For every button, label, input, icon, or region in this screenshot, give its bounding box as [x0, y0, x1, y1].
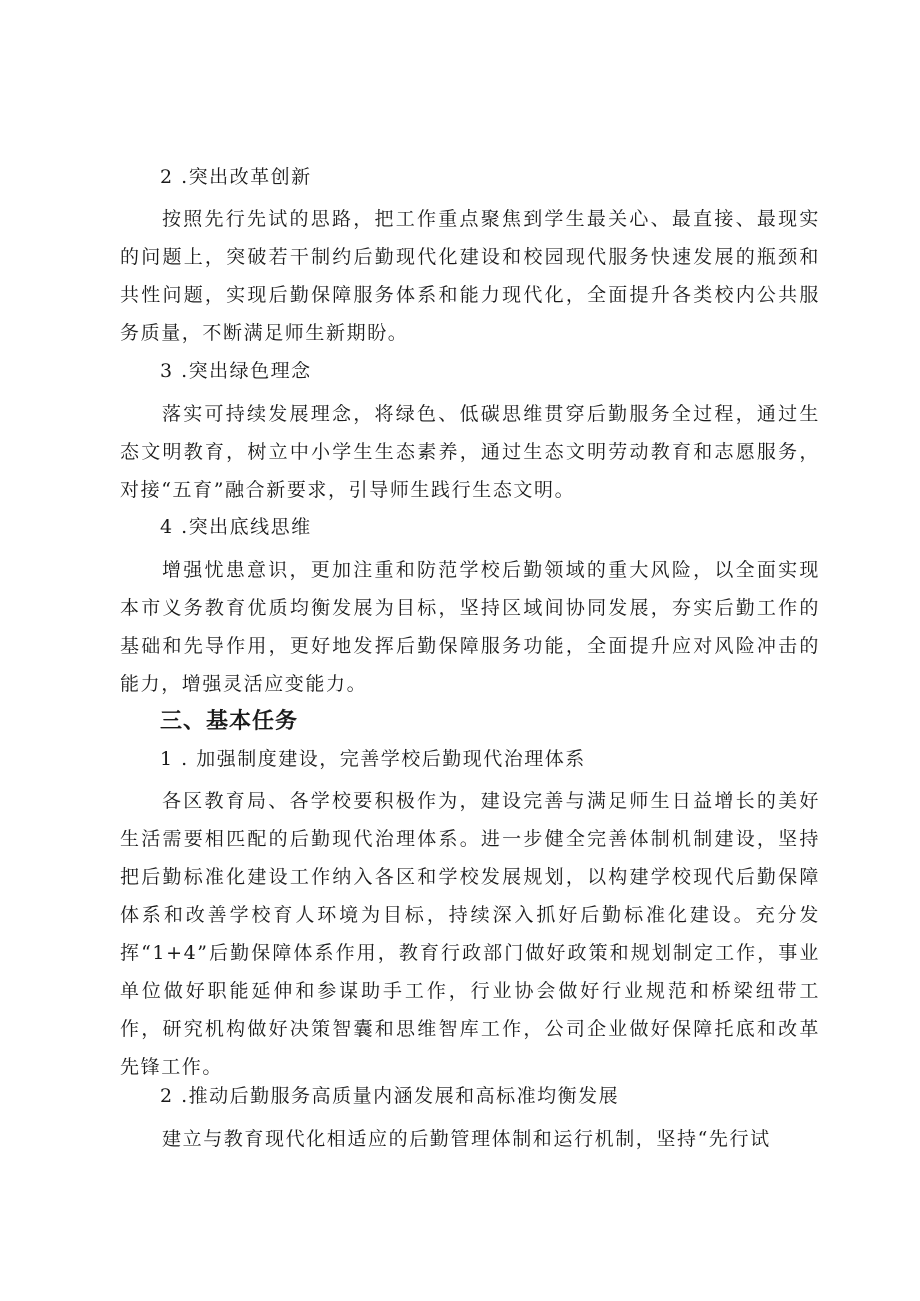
subheading-task-1: 1 . 加强制度建设，完善学校后勤现代治理体系 [160, 748, 586, 770]
paragraph-task-1: 各区教育局、各学校要积极作为，建设完善与满足师生日益增长的美好生活需要相匹配的后勤现代治理体系。进一步健全完善体制机制建设，坚持把后勤标准化建设工作纳入各区和学校发展规划，以构建学校现代后勤保障体系和改善学校育人环境为目标，持续深入抓好后勤标准化建设。充分发挥“1+4”后勤保障体系作用，教育行政部门做好政策和规划制定工作，事业单位做好职能延伸和参谋助手工作，行业协会做好行业规范和桥梁纽带工作，研究机构做好决策智囊和思维智库工作，公司企业做好保障托底和改革先锋工作。 [120, 790, 820, 1078]
paragraph-task-2: 建立与教育现代化相适应的后勤管理体制和运行机制，坚持“先行试 [162, 1128, 771, 1150]
subheading-task-2: 2 .推动后勤服务高质量内涵发展和高标准均衡发展 [160, 1085, 620, 1107]
subheading-green: 3 .突出绿色理念 [160, 360, 312, 382]
section-heading: 三、基本任务 [160, 709, 299, 734]
subheading-bottomline: 4 .突出底线思维 [160, 516, 312, 538]
paragraph-bottomline: 增强忧患意识，更加注重和防范学校后勤领域的重大风险，以全面实现本市义务教育优质均衡发展为目标，坚持区域间协同发展，夯实后勤工作的基础和先导作用，更好地发挥后勤保障服务功能，全面提升应对风险冲击的能力，增强灵活应变能力。 [120, 559, 820, 695]
paragraph-innovation: 按照先行先试的思路，把工作重点聚焦到学生最关心、最直接、最现实的问题上，突破若干制约后勤现代化建设和校园现代服务快速发展的瓶颈和共性问题，实现后勤保障服务体系和能力现代化，全面提升各类校内公共服务质量，不断满足师生新期盼。 [120, 208, 820, 344]
subheading-innovation: 2 .突出改革创新 [160, 166, 312, 188]
paragraph-green: 落实可持续发展理念，将绿色、低碳思维贯穿后勤服务全过程，通过生态文明教育，树立中小学生生态素养，通过生态文明劳动教育和志愿服务，对接“五育”融合新要求，引导师生践行生态文明。 [120, 403, 820, 501]
